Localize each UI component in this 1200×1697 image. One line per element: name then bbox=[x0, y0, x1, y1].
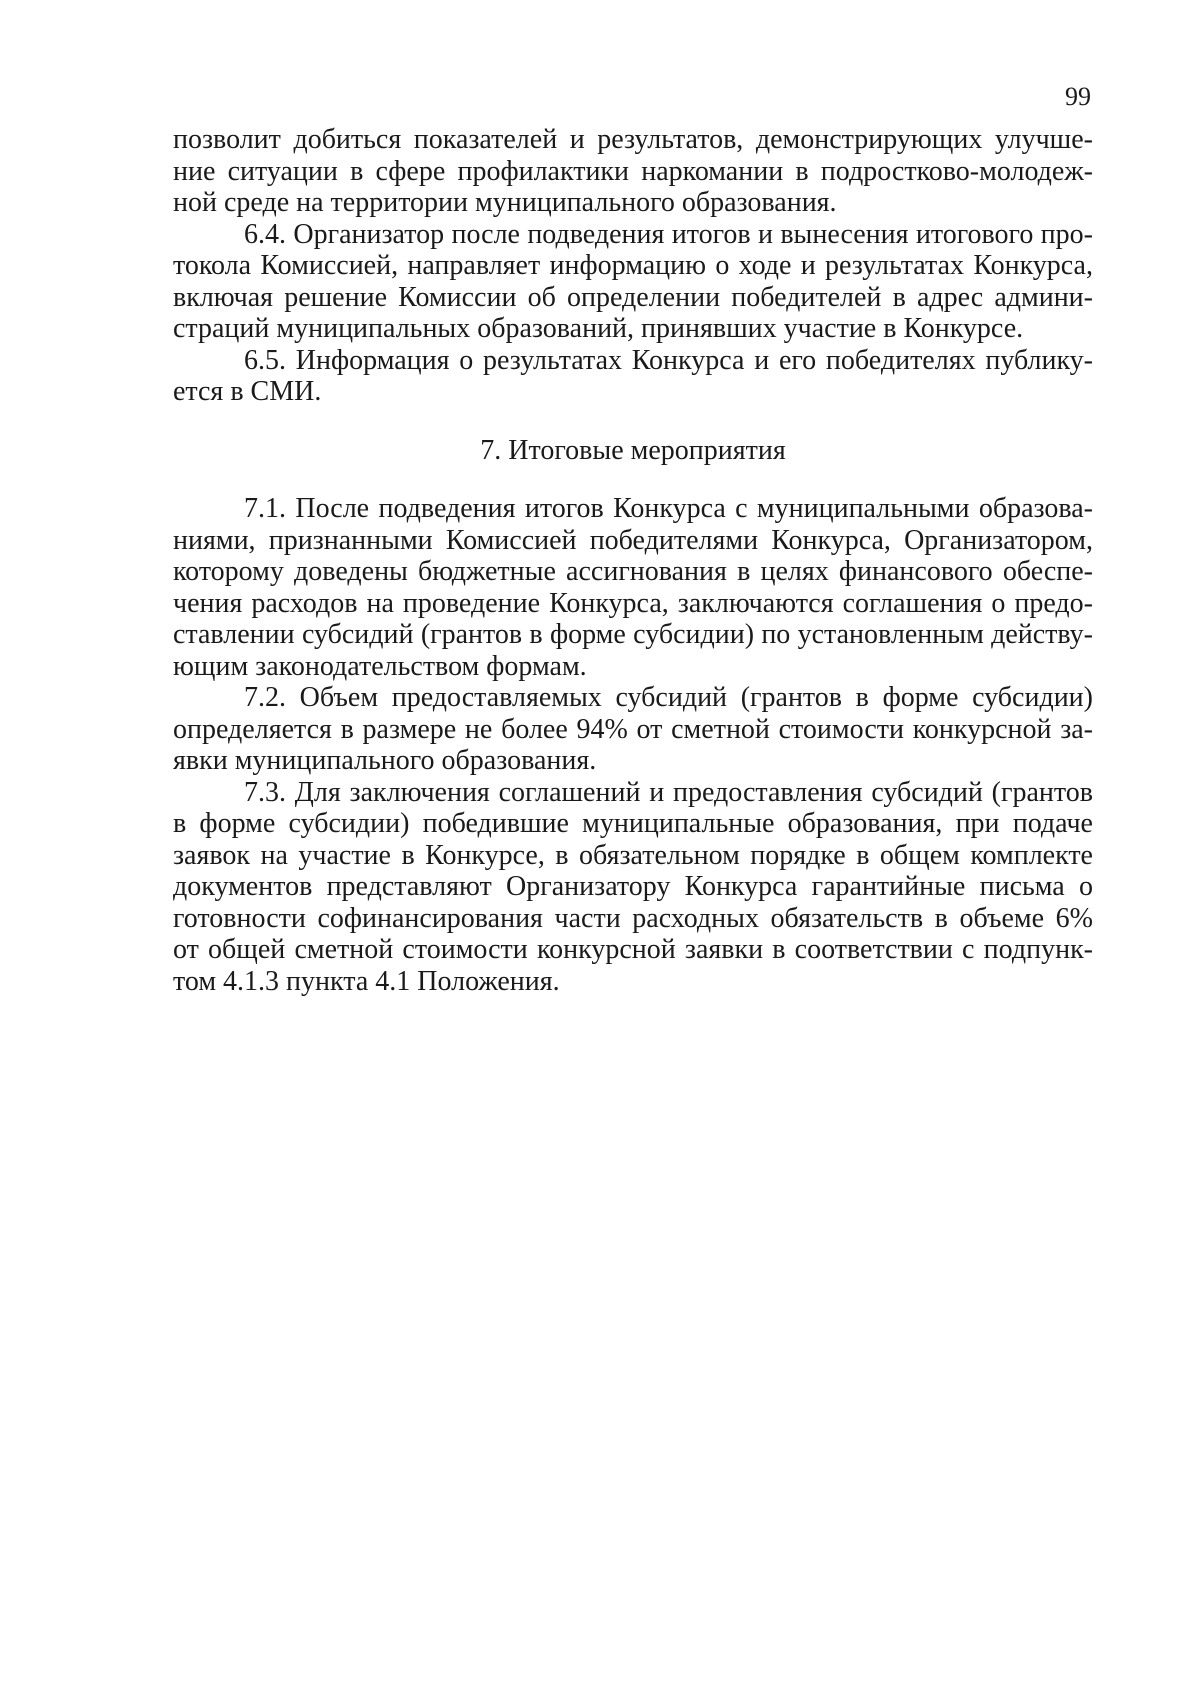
paragraph-6-5 bbox=[173, 345, 1093, 408]
text-line: страций муниципальных образований, принявших участие в Конкурсе. bbox=[173, 313, 1024, 344]
paragraph-7-3 bbox=[173, 777, 1093, 998]
text-line: включая решение Комиссии об определении победителей в адрес админи- bbox=[173, 281, 1093, 313]
paragraph-7-2 bbox=[173, 682, 1093, 777]
text-line: 7.3. Для заключения соглашений и предоставления субсидий (грантов bbox=[244, 776, 1093, 808]
text-line: от общей сметной стоимости конкурсной заявки в соответствии с подпунк- bbox=[173, 934, 1093, 965]
text-line: определяется в размере не более 94% от сметной стоимости конкурсной за- bbox=[173, 713, 1093, 745]
text-line: чения расходов на проведение Конкурса, заключаются соглашения о предо- bbox=[173, 587, 1093, 619]
text-line: токола Комиссией, направляет информацию о ходе и результатах Конкурса, bbox=[173, 250, 1093, 281]
text-line: том 4.1.3 пункта 4.1 Положения. bbox=[173, 965, 560, 997]
page-number: 99 bbox=[1065, 82, 1091, 111]
text-line: явки муниципального образования. bbox=[173, 745, 597, 776]
text-line: ние ситуации в сфере профилактики наркомании в подростково-молодеж- bbox=[173, 155, 1093, 187]
text-line: документов представляют Организатору Конкурса гарантийные письма о bbox=[173, 871, 1093, 902]
text-line: которому доведены бюджетные ассигнования в целях финансового обеспе- bbox=[173, 556, 1093, 587]
text-line: позволит добиться показателей и результатов, демонстрирующих улучше- bbox=[173, 124, 1093, 155]
paragraph-6-4 bbox=[173, 219, 1093, 345]
text-line: ющим законодательством формам. bbox=[173, 650, 587, 682]
text-line: готовности софинансирования части расходных обязательств в объеме 6% bbox=[173, 902, 1093, 934]
document-body bbox=[173, 124, 1093, 997]
text-line: ставлении субсидий (грантов в форме субсидии) по установленным действу- bbox=[173, 619, 1093, 650]
text-line: ется в СМИ. bbox=[173, 376, 322, 407]
section-heading: 7. Итоговые мероприятия bbox=[480, 434, 786, 466]
text-line: 7.2. Объем предоставляемых субсидий (грантов в форме субсидии) bbox=[244, 682, 1093, 713]
paragraph-7-1 bbox=[173, 493, 1093, 682]
text-line: в форме субсидии) победившие муниципальные образования, при подаче bbox=[173, 808, 1093, 839]
text-line: 6.5. Информация о результатах Конкурса и его победителях публику- bbox=[244, 344, 1093, 376]
text-line: ниями, признанными Комиссией победителями Конкурса, Организатором, bbox=[173, 524, 1093, 556]
text-line: 7.1. После подведения итогов Конкурса с муниципальными образова- bbox=[244, 493, 1093, 524]
text-line: 6.4. Организатор после подведения итогов и вынесения итогового про- bbox=[244, 218, 1093, 250]
paragraph-continuation bbox=[173, 124, 1093, 219]
text-line: ной среде на территории муниципального образования. bbox=[173, 187, 837, 218]
text-line: заявок на участие в Конкурсе, в обязательном порядке в общем комплекте bbox=[173, 839, 1093, 871]
